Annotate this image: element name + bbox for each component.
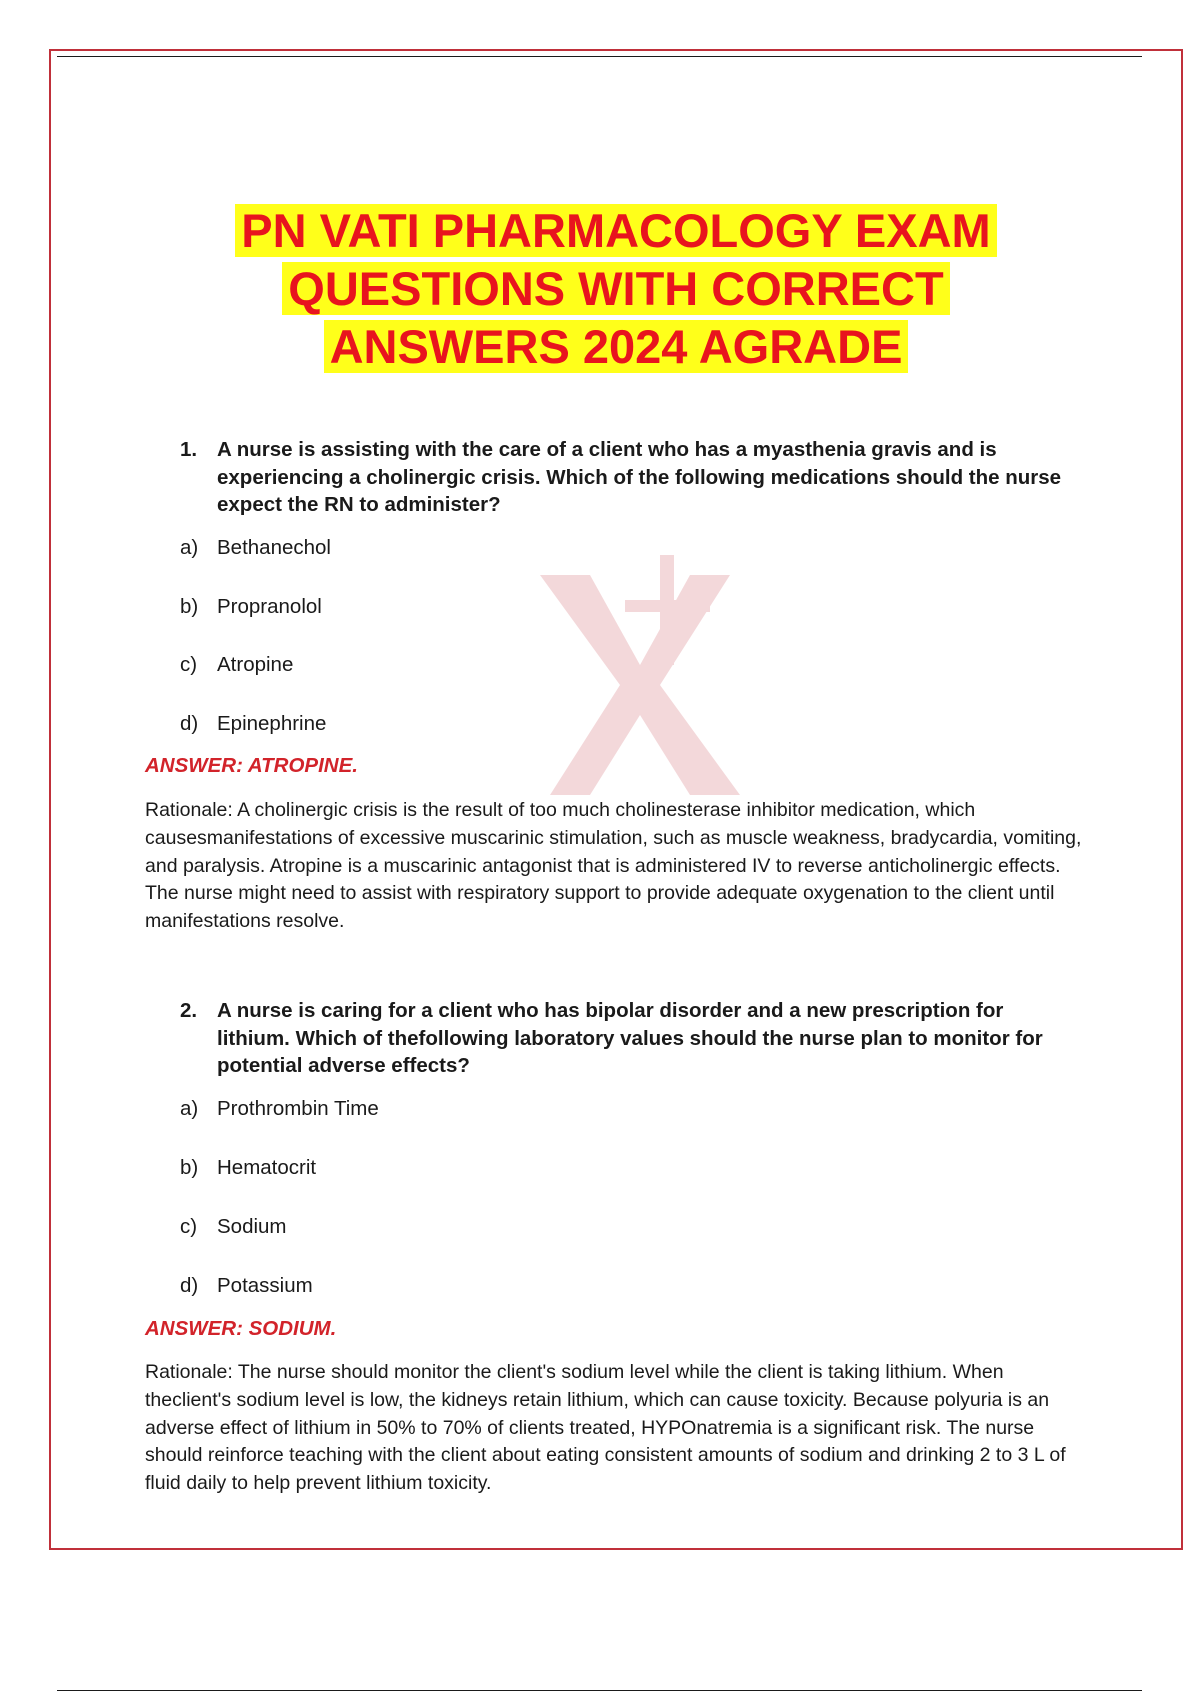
document-title <box>0 202 1200 376</box>
option-text: Sodium <box>217 1215 287 1238</box>
question-1 <box>180 436 1080 519</box>
question-1-option-d <box>180 711 326 737</box>
option-text: Hematocrit <box>217 1156 317 1179</box>
option-letter: d) <box>180 712 199 735</box>
option-text: Bethanechol <box>217 536 331 559</box>
question-1-option-c <box>180 652 293 678</box>
question-1-rationale: Rationale: A cholinergic crisis is the result of too much cholinesterase inhibitor medication, which causesmanifestations of excessive muscarinic stimulation, such as muscle weakness, bradycardia, vomiting, and paralysis. Atropine is a muscarinic antagonist that is administered IV to reverse anticholinergic effects. The nurse might need to assist with respiratory support to provide adequate oxygenation to the client until manifestations resolve. <box>145 799 1082 933</box>
question-2-option-d <box>180 1273 313 1299</box>
bottom-rule <box>57 1690 1142 1691</box>
question-2 <box>180 997 1080 1080</box>
question-1-answer: ANSWER: ATROPINE. <box>145 754 358 777</box>
option-text: Epinephrine <box>217 712 327 735</box>
question-2-number: 2. <box>180 999 198 1022</box>
title-line-2: QUESTIONS WITH CORRECT <box>282 262 949 315</box>
question-1-option-b <box>180 594 322 620</box>
title-line-3: ANSWERS 2024 AGRADE <box>324 320 909 373</box>
question-1-number: 1. <box>180 438 198 461</box>
question-2-rationale: Rationale: The nurse should monitor the client's sodium level while the client is taking lithium. When theclient's sodium level is low, the kidneys retain lithium, which can cause toxicity. Because polyuria is an adverse effect of lithium in 50% to 70% of clients treated, HYPOnatremia is a significant risk. The nurse should reinforce teaching with the client about eating consistent amounts of sodium and drinking 2 to 3 L of fluid daily to help prevent lithium toxicity. <box>145 1361 1066 1495</box>
question-2-text: A nurse is caring for a client who has bipolar disorder and a new prescription for lithium. Which of thefollowing laboratory values should the nurse plan to monitor for potential adverse effects? <box>217 999 1043 1077</box>
option-letter: b) <box>180 1156 199 1179</box>
watermark-graphic <box>530 555 750 805</box>
option-letter: c) <box>180 1215 198 1238</box>
option-letter: a) <box>180 1097 199 1120</box>
question-1-text: A nurse is assisting with the care of a client who has a myasthenia gravis and is experiencing a cholinergic crisis. Which of the following medications should the nurse expect the RN to administer? <box>217 438 1062 516</box>
option-letter: a) <box>180 536 199 559</box>
option-text: Atropine <box>217 653 294 676</box>
question-2-option-a <box>180 1096 379 1122</box>
option-text: Potassium <box>217 1274 313 1297</box>
option-letter: d) <box>180 1274 199 1297</box>
question-2-option-c <box>180 1214 287 1240</box>
top-rule <box>57 56 1142 57</box>
question-2-answer: ANSWER: SODIUM. <box>145 1317 337 1340</box>
option-letter: c) <box>180 653 198 676</box>
option-letter: b) <box>180 595 199 618</box>
option-text: Propranolol <box>217 595 322 618</box>
question-2-option-b <box>180 1155 316 1181</box>
option-text: Prothrombin Time <box>217 1097 379 1120</box>
title-line-1: PN VATI PHARMACOLOGY EXAM <box>235 204 996 257</box>
question-1-option-a <box>180 535 331 561</box>
